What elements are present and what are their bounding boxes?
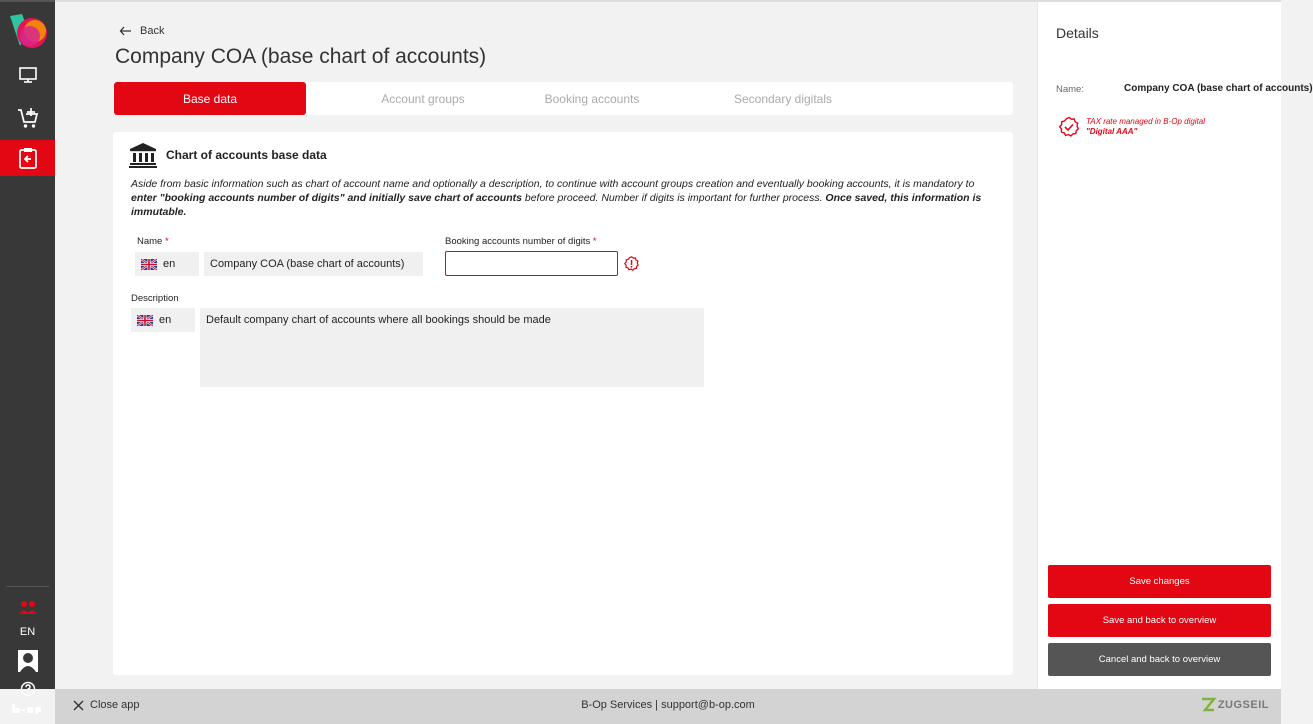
back-label: Back [140, 25, 165, 37]
error-icon [624, 256, 639, 271]
monitor-icon [19, 67, 37, 83]
sidebar-item-desktop[interactable] [0, 57, 55, 93]
tax-notice-text [1086, 117, 1205, 138]
details-name-value: Company COA (base chart of accounts) [1124, 83, 1313, 94]
language-switch[interactable]: EN [19, 626, 36, 638]
digits-label [445, 236, 597, 247]
tax-notice-line1: TAX rate managed in B-Op digital [1086, 117, 1206, 126]
digits-label-text: Booking accounts number of digits [445, 236, 591, 247]
bop-logo [12, 704, 42, 714]
tab-booking-accounts[interactable]: Booking accounts [544, 91, 640, 106]
arrow-left-icon [119, 26, 132, 36]
uk-flag-icon [137, 315, 153, 326]
details-title: Details [1056, 25, 1099, 41]
tax-notice-line2: "Digital AAA" [1086, 127, 1138, 136]
zugseil-logo-icon [1201, 698, 1215, 711]
name-label [137, 236, 169, 247]
brand-logo [1201, 698, 1269, 711]
required-marker: * [164, 236, 169, 247]
info-text [131, 177, 993, 219]
description-label: Description [131, 293, 179, 304]
bottom-bar [55, 689, 1281, 724]
avatar-icon [18, 650, 38, 672]
sidebar-item-accounting[interactable] [0, 140, 55, 176]
required-marker: * [592, 236, 597, 247]
info-text-part1: Aside from basic information such as chart of account name and optionally a description, to continue with account groups creation and eventually booking accounts, it is mandatory to [131, 178, 975, 190]
tab-bar [113, 82, 1013, 115]
tab-base-data[interactable]: Base data [114, 82, 306, 115]
sidebar-item-users[interactable] [0, 590, 55, 626]
main-content [55, 0, 1037, 689]
description-textarea[interactable]: Default company chart of accounts where all bookings should be made [200, 308, 704, 387]
sidebar-item-help[interactable] [0, 672, 55, 706]
name-label-text: Name [137, 236, 163, 247]
sidebar-item-cart[interactable] [0, 100, 55, 136]
clipboard-back-icon [18, 147, 38, 169]
uk-flag-icon [141, 259, 157, 270]
base-data-card [113, 132, 1013, 675]
users-icon [19, 600, 37, 616]
card-header [129, 142, 327, 168]
card-title: Chart of accounts base data [166, 148, 327, 162]
help-icon [20, 681, 36, 697]
save-and-back-button[interactable]: Save and back to overview [1048, 604, 1271, 637]
details-name-label: Name: [1056, 84, 1084, 95]
description-language-code: en [159, 314, 172, 326]
page-title: Company COA (base chart of accounts) [115, 45, 487, 68]
brand-name: ZUGSEIL [1217, 698, 1269, 711]
footer-contact: B-Op Services | support@b-op.com [581, 699, 755, 711]
tab-secondary-digitals[interactable]: Secondary digitals [733, 91, 833, 106]
add-cart-icon [17, 107, 39, 129]
description-language-chip[interactable] [131, 308, 195, 332]
left-sidebar [0, 0, 55, 689]
bank-icon [129, 142, 157, 168]
name-language-chip[interactable] [135, 252, 199, 276]
cancel-and-back-button[interactable]: Cancel and back to overview [1048, 643, 1271, 676]
details-panel [1037, 0, 1313, 689]
booking-digits-input[interactable] [445, 251, 618, 276]
back-link[interactable] [119, 25, 164, 37]
save-changes-button[interactable]: Save changes [1048, 565, 1271, 598]
tax-notice [1058, 116, 1205, 138]
close-app-label: Close app [90, 699, 140, 711]
tab-account-groups[interactable]: Account groups [381, 91, 465, 106]
app-logo[interactable] [8, 12, 48, 50]
info-text-bold1: enter "booking accounts number of digits" and initially save chart of accounts [131, 192, 522, 204]
verified-badge-icon [1058, 116, 1080, 138]
name-language-code: en [163, 258, 176, 270]
sidebar-divider [6, 586, 49, 587]
info-text-part2: before proceed. Number if digits is important for further process. [521, 192, 826, 204]
name-input[interactable]: Company COA (base chart of accounts) [204, 252, 423, 276]
info-text-bold2: Once saved, this information is immutable. [131, 192, 982, 218]
